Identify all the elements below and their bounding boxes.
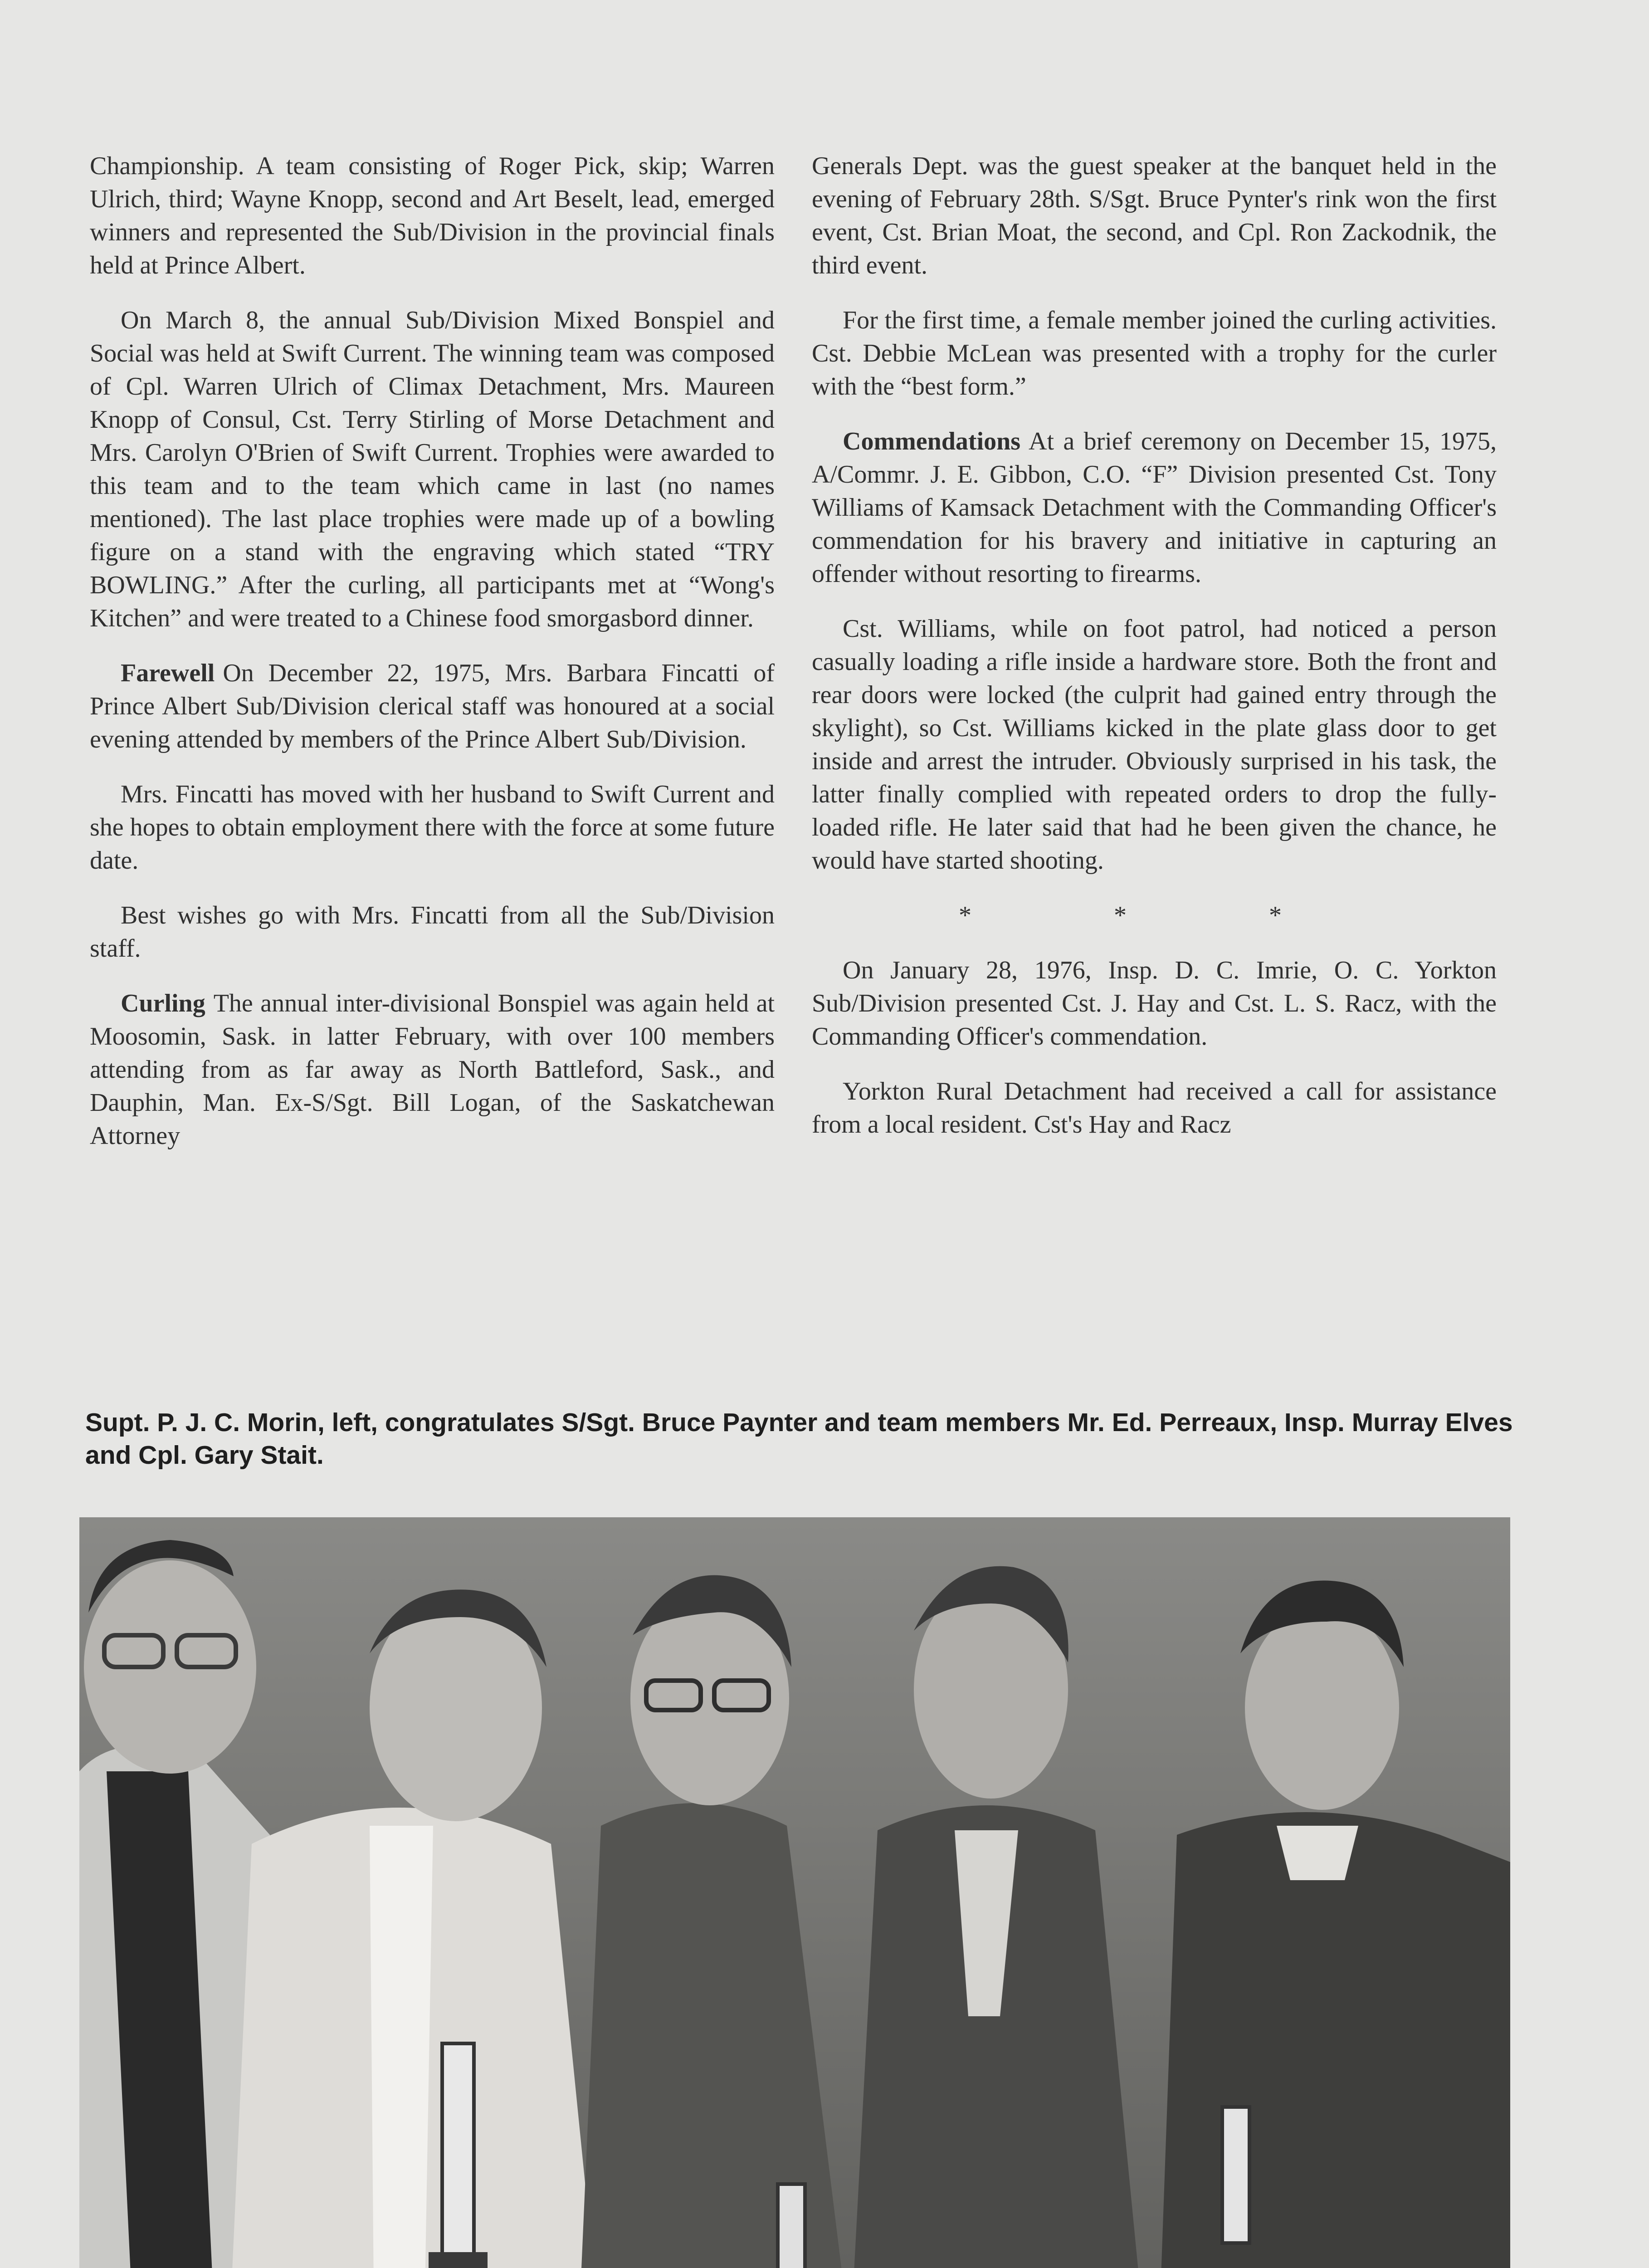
paragraph: Mrs. Fincatti has moved with her husband to Swift Current and she hopes to obtain employment there with the force at some future date.	[90, 780, 775, 875]
paragraph: For the first time, a female member joined the curling activities. Cst. Debbie McLean was presented with a trophy for the curler with the “best form.”	[812, 306, 1497, 401]
paragraph: On January 28, 1976, Insp. D. C. Imrie, O. C. Yorkton Sub/Division presented Cst. J. Hay and Cst. L. S. Racz, with the Commanding Officer's commendation.	[812, 956, 1497, 1051]
section-heading-curling: Curling	[121, 989, 205, 1017]
paragraph	[90, 987, 775, 1153]
paragraph: Best wishes go with Mrs. Fincatti from all the Sub/Division staff.	[90, 901, 775, 963]
paragraph-text: At a brief ceremony on December 15, 1975, A/Commr. J. E. Gibbon, C.O. “F” Division presented Cst. Tony Williams of Kamsack Detachment with the Commanding Officer's commendation for his bravery and initiative in capturing an offender without resorting to firearms.	[812, 427, 1497, 588]
section-heading-commendations: Commendations	[843, 427, 1021, 455]
section-separator: * * *	[959, 901, 1350, 929]
paragraph: Generals Dept. was the guest speaker at the banquet held in the evening of February 28th. S/Sgt. Bruce Pynter's rink won the first event, Cst. Brian Moat, the second, and Cpl. Ron Zackodnik, the third event.	[812, 152, 1497, 279]
photo-caption: Supt. P. J. C. Morin, left, congratulates S/Sgt. Bruce Paynter and team members Mr. Ed. Perreaux, Insp. Murray Elves and Cpl. Gary Stait.	[85, 1408, 1513, 1470]
paragraph: On March 8, the annual Sub/Division Mixed Bonspiel and Social was held at Swift Current. The winning team was composed of Cpl. Warren Ulrich of Climax Detachment, Mrs. Maureen Knopp of Consul, Cst. Terry Stirling of Morse Detachment and Mrs. Carolyn O'Brien of Swift Current. Trophies were awarded to this team and to the team which came in last (no names mentioned). The last place trophies were made up of a bowling figure on a stand with the engraving which stated “TRY BOWLING.” After the curling, all participants met at “Wong's Kitchen” and were treated to a Chinese food smorgasbord dinner.	[90, 306, 775, 632]
paragraph-text: The annual inter-divisional Bonspiel was again held at Moosomin, Sask. in latter February, with over 100 members attending from as far away as North Battleford, Sask., and Dauphin, Man. Ex-S/Sgt. Bill Logan, of the Saskatchewan Attorney	[90, 989, 775, 1150]
paragraph	[90, 657, 775, 756]
paragraph: Championship. A team consisting of Roger Pick, skip; Warren Ulrich, third; Wayne Knopp, second and Art Beselt, lead, emerged winners and represented the Sub/Division in the provincial finals held at Prince Albert.	[90, 152, 775, 279]
paragraph: Yorkton Rural Detachment had received a call for assistance from a local resident. Cst's Hay and Racz	[812, 1077, 1497, 1139]
team-photo	[79, 1517, 1510, 2268]
team-photo-illustration	[79, 1517, 1510, 2268]
paragraph-text: On December 22, 1975, Mrs. Barbara Fincatti of Prince Albert Sub/Division clerical staff was honoured at a social evening attended by members of the Prince Albert Sub/Division.	[90, 659, 775, 753]
section-heading-farewell: Farewell	[121, 659, 215, 687]
left-column	[90, 150, 775, 1153]
right-column	[812, 150, 1497, 1141]
paragraph: Cst. Williams, while on foot patrol, had noticed a person casually loading a rifle inside a hardware store. Both the front and rear doors were locked (the culprit had gained entry through the skylight), so Cst. Williams kicked in the plate glass door to get inside and arrest the intruder. Obviously surprised in his task, the latter finally complied with repeated orders to drop the fully-loaded rifle. He later said that had he been given the chance, he would have started shooting.	[812, 615, 1497, 875]
paragraph	[812, 425, 1497, 591]
